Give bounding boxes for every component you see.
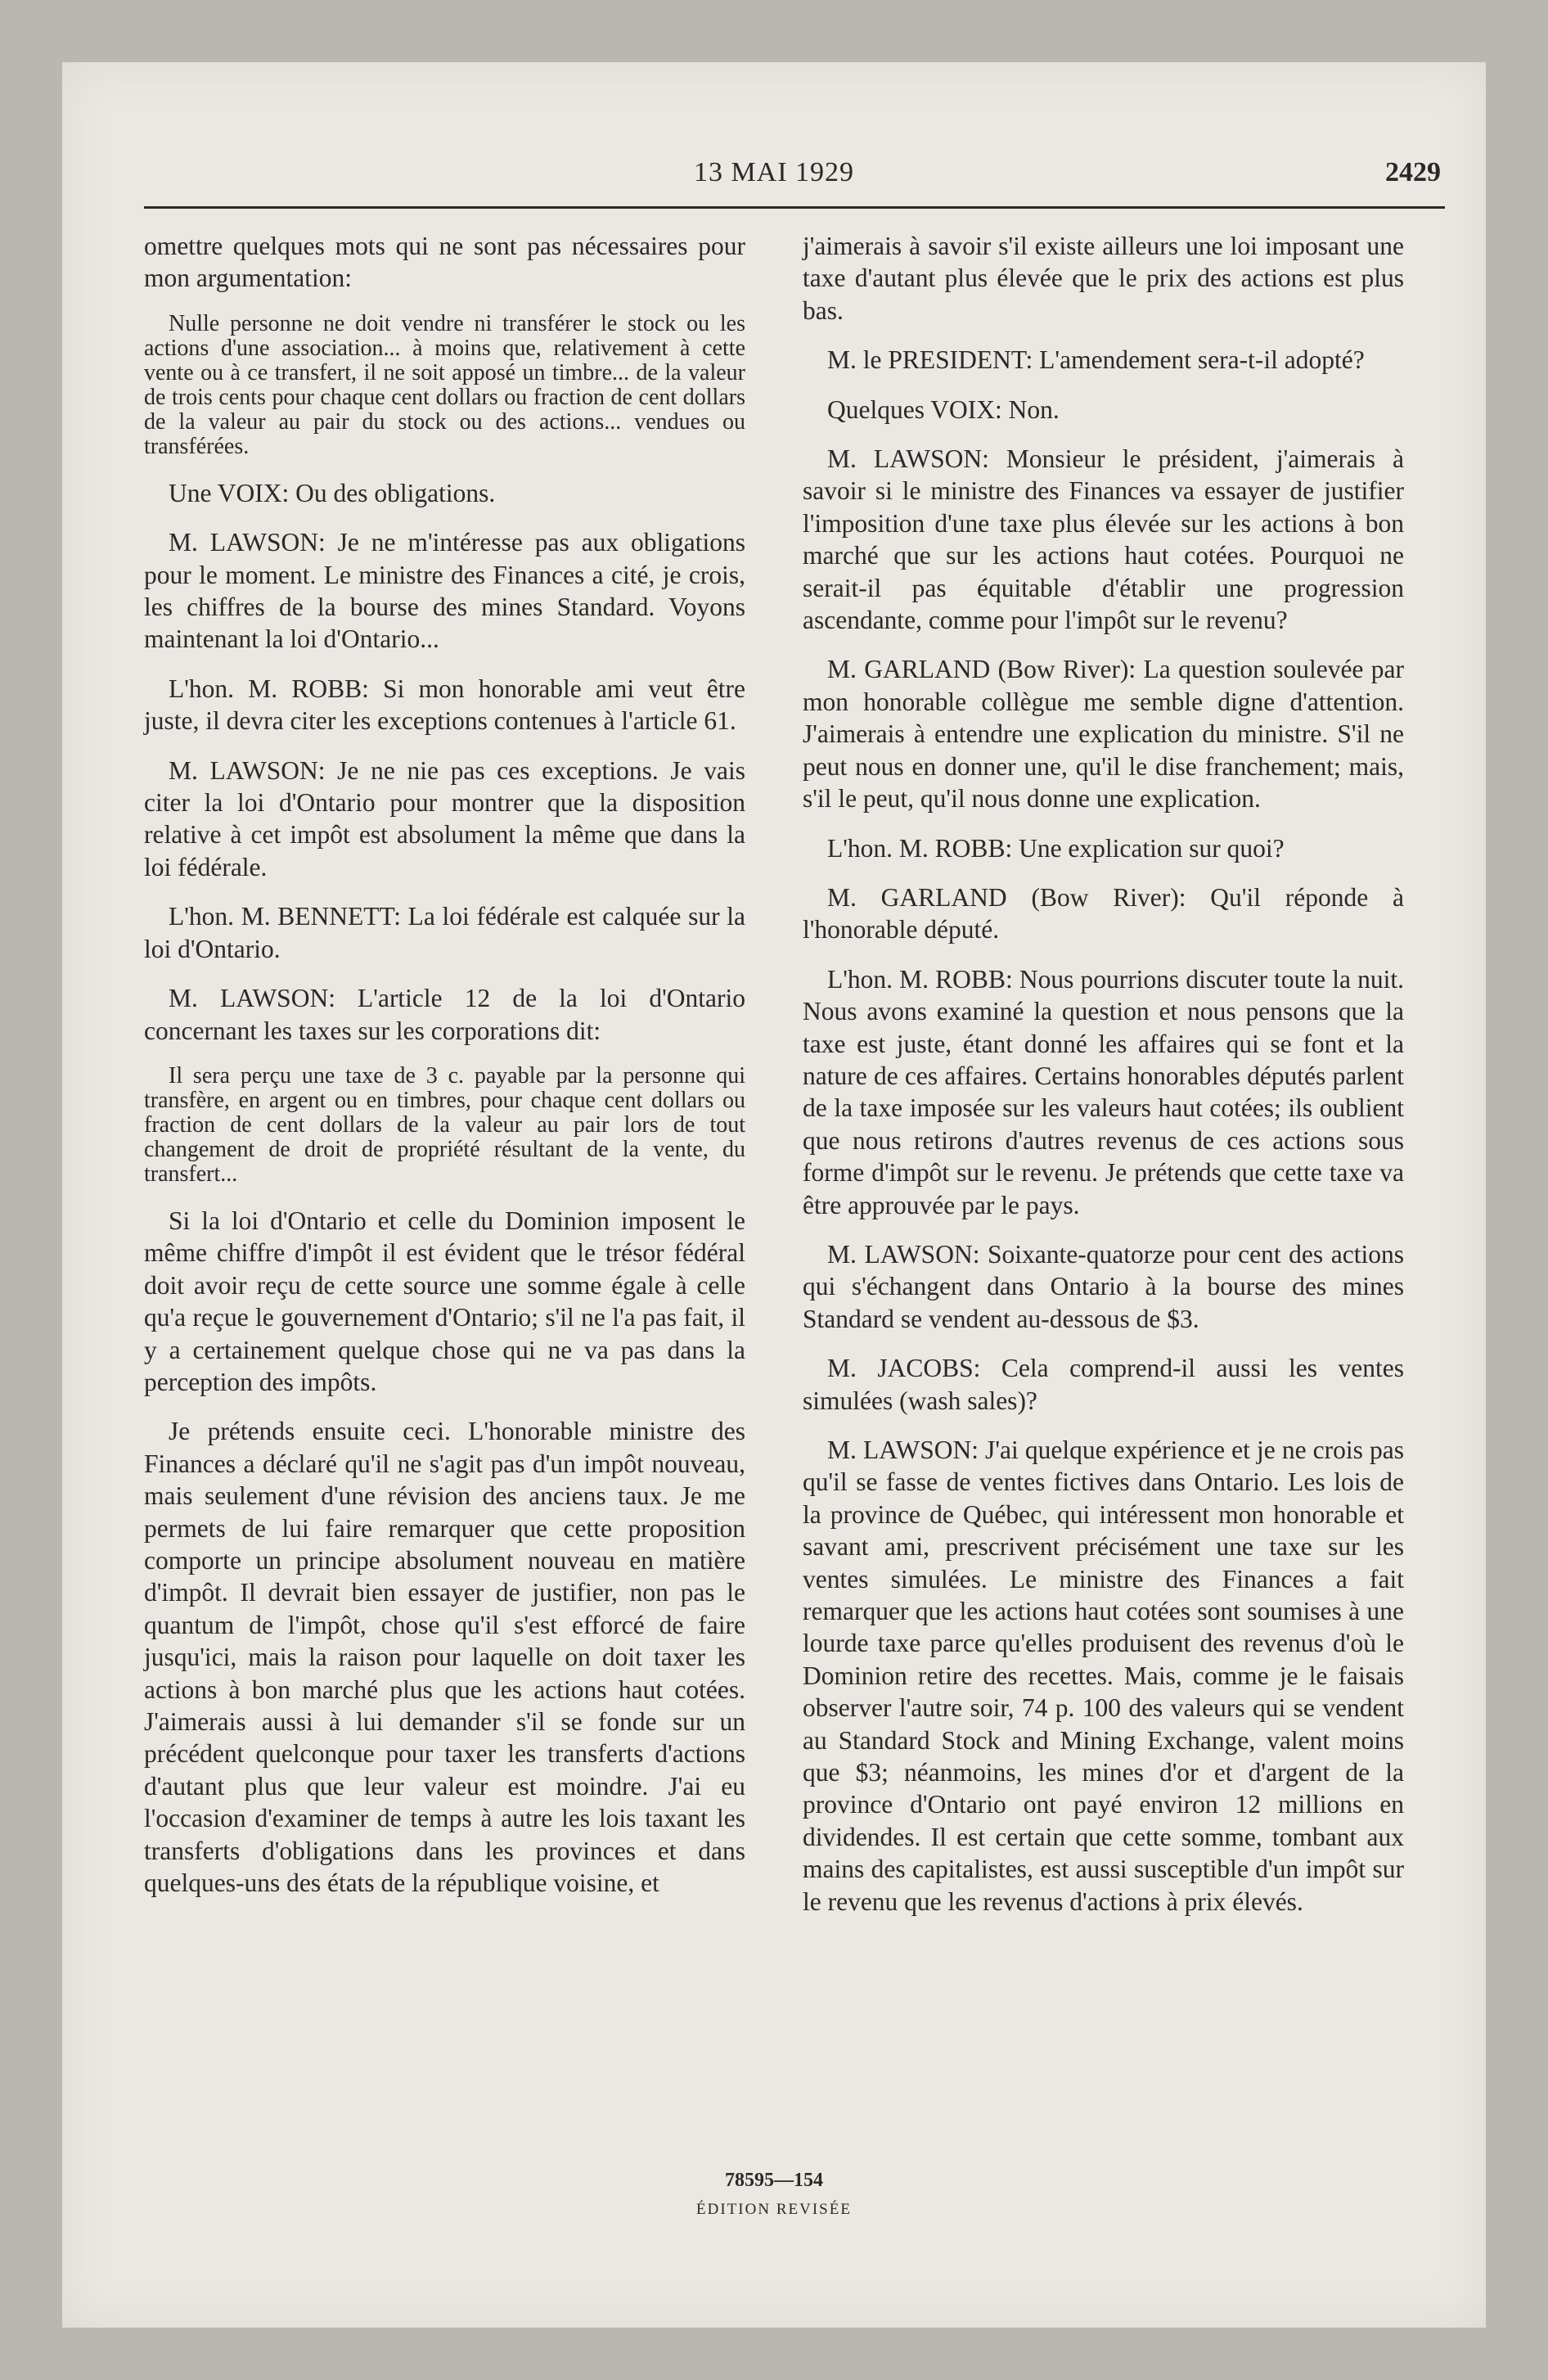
- paragraph: M. JACOBS: Cela comprend-il aussi les ventes simulées (wash sales)?: [803, 1354, 1404, 1415]
- page-header: [62, 152, 1486, 193]
- paragraph: M. LAWSON: Je ne m'intéresse pas aux obligations pour le moment. Le ministre des Finances a cité, je crois, les chiffres de la bourse des mines Standard. Voyons maintenant la loi d'Ontario...: [144, 528, 745, 654]
- paragraph: M. LAWSON: L'article 12 de la loi d'Ontario concernant les taxes sur les corporations dit:: [144, 984, 745, 1045]
- paragraph: M. LAWSON: Monsieur le président, j'aimerais à savoir si le ministre des Finances va essayer de justifier l'imposition d'une taxe plus élevée sur les actions à bon marché que sur les actions haut cotées. Pourquoi ne serait-il pas équitable d'établir une progression ascendante, comme pour l'impôt sur le revenu?: [803, 444, 1404, 635]
- paragraph: L'hon. M. ROBB: Une explication sur quoi?: [827, 833, 1285, 863]
- paragraph: Une VOIX: Ou des obligations.: [169, 478, 496, 507]
- paragraph: Si la loi d'Ontario et celle du Dominion imposent le même chiffre d'impôt il est évident que le trésor fédéral doit avoir reçu de cette source une somme égale à celle qu'a reçue le gouvernement d'Ontario; s'il ne l'a pas fait, il y a certainement quelque chose qui ne va pas dans la perception des impôts.: [144, 1206, 745, 1396]
- left-column: [144, 230, 745, 1916]
- header-rule: [144, 206, 1445, 209]
- paragraph: M. LAWSON: Soixante-quatorze pour cent des actions qui s'échangent dans Ontario à la bourse des mines Standard se vendent au-dessous de $3.: [803, 1239, 1404, 1333]
- paragraph: M. le PRESIDENT: L'amendement sera-t-il adopté?: [827, 345, 1365, 375]
- paragraph: M. GARLAND (Bow River): Qu'il réponde à l'honorable député.: [803, 882, 1404, 944]
- document-page: [62, 62, 1486, 2328]
- paragraph: j'aimerais à savoir s'il existe ailleurs une loi imposant une taxe d'autant plus élevée que le prix des actions est plus bas.: [803, 232, 1404, 325]
- paragraph: L'hon. M. BENNETT: La loi fédérale est calquée sur la loi d'Ontario.: [144, 902, 745, 963]
- paragraph: M. LAWSON: Je ne nie pas ces exceptions. Je vais citer la loi d'Ontario pour montrer que la disposition relative à cet impôt est absolument la même que dans la loi fédérale.: [144, 755, 745, 881]
- paragraph: M. LAWSON: J'ai quelque expérience et je ne crois pas qu'il se fasse de ventes fictives dans Ontario. Les lois de la province de Québec, qui intéressent mon honorable et savant ami, prescrivent précisément une taxe sur les ventes simulées. Le ministre des Finances a fait remarquer que les actions haut cotées sont soumises à une lourde taxe parce qu'elles produisent des revenus d'où le Dominion retire des recettes. Mais, comme je le faisais observer l'autre soir, 74 p. 100 des valeurs qui se vendent au Standard Stock and Mining Exchange, valent moins que $3; néanmoins, les mines d'or et d'argent de la province d'Ontario ont payé environ 12 millions en dividendes. Il est certain que cette somme, tombant aux mains des capitalistes, est aussi susceptible d'un impôt sur le revenu que les revenus d'actions à prix élevés.: [803, 1436, 1404, 1916]
- quoted-law: Il sera perçu une taxe de 3 c. payable par la personne qui transfère, en argent ou en timbres, pour chaque cent dollars ou fraction de cent dollars de la valeur au pair lors de tout changement de droit de propriété résultant de la vente, du transfert...: [144, 1062, 745, 1187]
- paragraph: omettre quelques mots qui ne sont pas nécessaires pour mon argumentation:: [144, 232, 745, 293]
- right-column: [803, 230, 1404, 1935]
- footer-code: 78595—154: [725, 2170, 823, 2191]
- header-date: 13 MAI 1929: [693, 157, 855, 187]
- paragraph: L'hon. M. ROBB: Nous pourrions discuter toute la nuit. Nous avons examiné la question et nous pensons que la taxe est juste, étant donné les affaires qui se font et la nature de ces affaires. Certains honorables députés parlent de la taxe imposée sur les valeurs haut cotées; ils oublient que nous retirons d'autres revenus de ces actions sous forme d'impôt sur le revenu. Je prétends que cette taxe va être approuvée par le pays.: [803, 964, 1404, 1219]
- paragraph: Quelques VOIX: Non.: [827, 394, 1060, 424]
- paragraph: M. GARLAND (Bow River): La question soulevée par mon honorable collègue me semble digne d'attention. J'aimerais à entendre une explication du ministre. S'il ne peut nous en donner une, qu'il le dise franchement; mais, s'il le peut, qu'il nous donne une explication.: [803, 655, 1404, 814]
- paragraph: Je prétends ensuite ceci. L'honorable ministre des Finances a déclaré qu'il ne s'agit pas d'un impôt nouveau, mais seulement d'une révision des anciens taux. Je me permets de lui faire remarquer que cette proposition comporte un principe absolument nouveau en matière d'impôt. Il devrait bien essayer de justifier, non pas le quantum de l'impôt, chose qu'il s'est efforcé de faire jusqu'ici, mais la raison pour laquelle on doit taxer les actions à bon marché plus que les actions haut cotées. J'aimerais aussi à lui demander s'il se fonde sur un précédent quelconque pour taxer les transferts d'actions d'autant plus que leur valeur est moindre. J'ai eu l'occasion d'examiner de temps à autre les lois taxant les transferts d'obligations dans les provinces et dans quelques-uns des états de la république voisine, et: [144, 1417, 745, 1898]
- quoted-law: Nulle personne ne doit vendre ni transférer le stock ou les actions d'une association... à moins que, relativement à cette vente ou à ce transfert, il ne soit apposé un timbre... de la valeur de trois cents pour chaque cent dollars ou fraction de cent dollars de la valeur au pair du stock ou des actions... vendues ou transférées.: [144, 310, 745, 459]
- footer-edition: ÉDITION REVISÉE: [696, 2201, 852, 2218]
- page-number: 2429: [1385, 157, 1441, 187]
- paragraph: L'hon. M. ROBB: Si mon honorable ami veut être juste, il devra citer les exceptions contenues à l'article 61.: [144, 674, 745, 736]
